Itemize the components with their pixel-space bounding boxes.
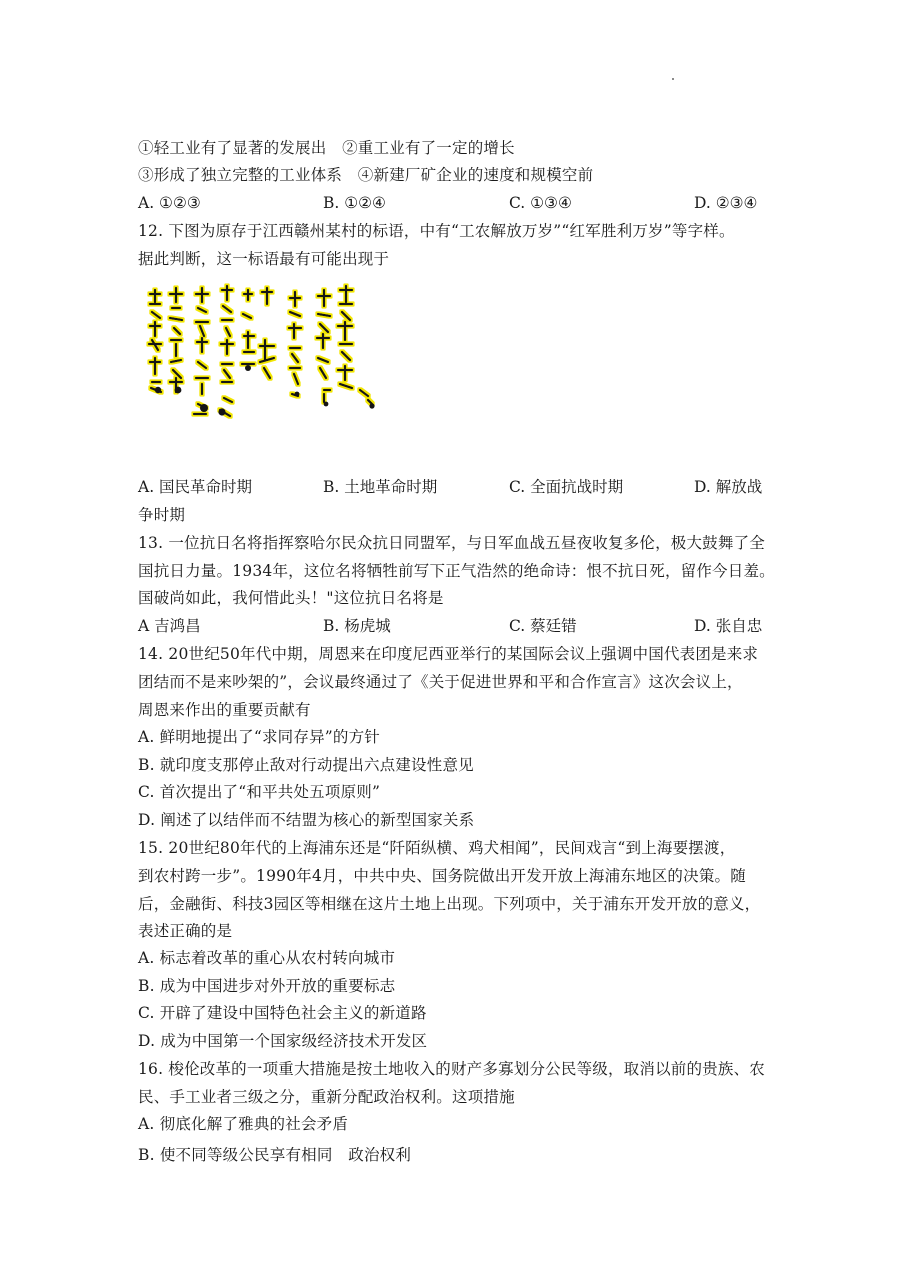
q11-option-d: D. ②③④ [694,194,758,212]
q15-option-a: A. 标志着改革的重心从农村转向城市 [138,949,396,967]
slogan-image [140,282,390,432]
q12-option-a: A. 国民革命时期 [138,478,253,496]
q11-option-b: B. ①②④ [323,194,386,212]
q14-option-d: D. 阐述了以结伴而不结盟为核心的新型国家关系 [138,811,475,829]
q13-stem-line3: 国破尚如此，我何惜此头！"这位抗日名将是 [138,589,444,607]
q13-option-b: B. 杨虎城 [323,617,391,635]
q11-statements-line1: ①轻工业有了显著的发展出 ②重工业有了一定的增长 [138,139,515,157]
q13-option-a: A 吉鸿昌 [138,617,201,635]
q15-stem-line3: 后，金融街、科技3园区等相继在这片土地上出现。下列项中，关于浦东开发开放的意义， [138,895,761,913]
q12-option-c: C. 全面抗战时期 [509,478,624,496]
q15-stem-line1: 15. 20世纪80年代的上海浦东还是“阡陌纵横、鸡犬相闻”，民间戏言“到上海要摆渡， [138,839,736,857]
q16-stem-line2: 民、手工业者三级之分，重新分配政治权利。这项措施 [138,1088,515,1106]
q16-option-b: B. 使不同等级公民享有相同 政治权利 [138,1146,412,1164]
q11-option-c: C. ①③④ [509,194,572,212]
q14-option-b: B. 就印度支那停止敌对行动提出六点建设性意见 [138,756,474,774]
q15-option-d: D. 成为中国第一个国家级经济技术开发区 [138,1032,428,1050]
q14-stem-line3: 周恩来作出的重要贡献有 [138,701,311,719]
q14-stem-line1: 14. 20世纪50年代中期，周恩来在印度尼西亚举行的某国际会议上强调中国代表团是来求 [138,645,759,663]
q15-option-b: B. 成为中国进步对外开放的重要标志 [138,977,396,995]
q12-option-d: D. 解放战 [694,478,763,496]
q12-stem-line2: 据此判断，这一标语最有可能出现于 [138,250,390,268]
q12-option-d-wrap: 争时期 [138,506,186,524]
q16-option-a: A. 彻底化解了雅典的社会矛盾 [138,1115,349,1133]
q13-option-d: D. 张自忠 [694,617,763,635]
q11-statements-line2: ③形成了独立完整的工业体系 ④新建厂矿企业的速度和规模空前 [138,166,594,184]
q13-stem-line2: 国抗日力量。1934年，这位名将牺牲前写下正气浩然的绝命诗：恨不抗日死，留作今日羞。 [138,562,775,580]
q14-option-c: C. 首次提出了“和平共处五项原则” [138,783,381,801]
q12-stem-line1: 12. 下图为原存于江西赣州某村的标语，中有“工农解放万岁”“红军胜利万岁”等字样。 [138,222,735,240]
q15-stem-line2: 到农村跨一步”。1990年4月，中共中央、国务院做出开发开放上海浦东地区的决策。随 [138,867,746,885]
q14-option-a: A. 鲜明地提出了“求同存异”的方针 [138,728,380,746]
q15-option-c: C. 开辟了建设中国特色社会主义的新道路 [138,1004,427,1022]
q11-option-a: A. ①②③ [138,194,201,212]
q13-option-c: C. 蔡廷错 [509,617,577,635]
q13-stem-line1: 13. 一位抗日名将指挥察哈尔民众抗日同盟军，与日军血战五昼夜收复多伦，极大鼓舞了全 [138,534,765,552]
q16-stem-line1: 16. 梭伦改革的一项重大措施是按土地收入的财产多寡划分公民等级，取消以前的贵族、农 [138,1060,765,1078]
q15-stem-line4: 表述正确的是 [138,922,233,940]
q14-stem-line2: 团结而不是来吵架的”，会议最终通过了《关于促进世界和平和合作宣言》这次会议上， [138,673,743,691]
q12-option-b: B. 土地革命时期 [323,478,438,496]
page-speck [672,78,674,80]
